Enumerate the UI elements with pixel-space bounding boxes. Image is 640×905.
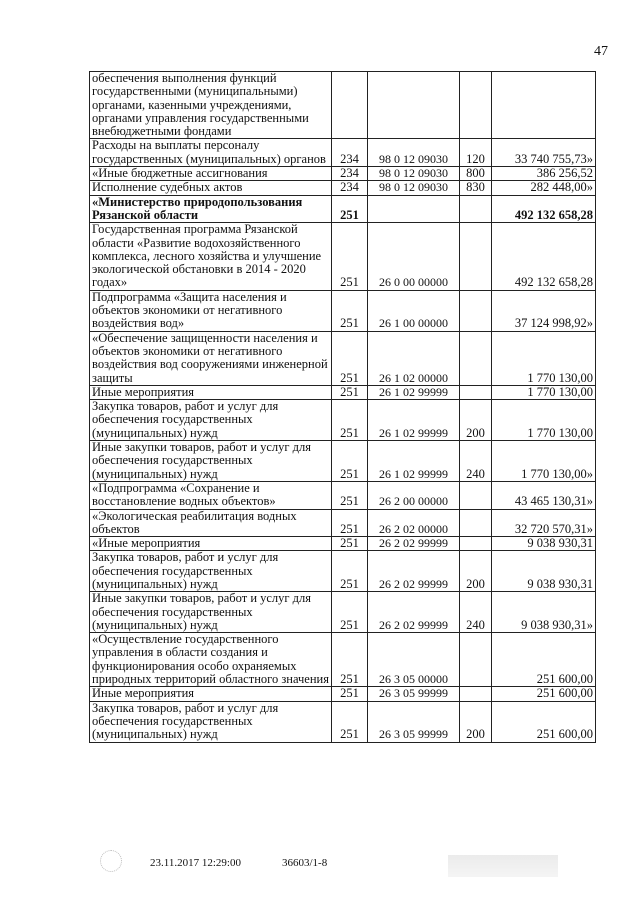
table-row xyxy=(90,509,596,537)
row-admin-code-cell: 234 xyxy=(332,167,368,181)
row-admin-code-cell: 251 xyxy=(332,481,368,509)
footer-doc-number: 36603/1-8 xyxy=(282,857,328,869)
row-name-cell: Подпрограмма «Защита населения и объектов экономики от негативного воздействия вод» xyxy=(90,290,332,331)
row-amount-cell: 9 038 930,31 xyxy=(492,537,596,551)
row-name-cell: Закупка товаров, работ и услуг для обеспечения государственных (муниципальных) нужд xyxy=(90,551,332,592)
row-name-cell: «Экологическая реабилитация водных объектов xyxy=(90,509,332,537)
row-admin-code-cell: 251 xyxy=(332,331,368,385)
row-admin-code-cell: 251 xyxy=(332,537,368,551)
row-name-cell: Иные мероприятия xyxy=(90,687,332,701)
row-target-article-cell xyxy=(368,72,460,139)
row-target-article-cell: 98 0 12 09030 xyxy=(368,181,460,195)
row-admin-code-cell: 234 xyxy=(332,139,368,167)
table-row xyxy=(90,331,596,385)
row-admin-code-cell: 251 xyxy=(332,701,368,742)
table-row xyxy=(90,181,596,195)
table-row xyxy=(90,701,596,742)
footer-stamp xyxy=(448,855,558,877)
row-target-article-cell: 26 2 02 00000 xyxy=(368,509,460,537)
row-amount-cell: 9 038 930,31 xyxy=(492,551,596,592)
row-amount-cell: 1 770 130,00 xyxy=(492,331,596,385)
row-amount-cell: 32 720 570,31» xyxy=(492,509,596,537)
row-name-cell: обеспечения выполнения функций государственными (муниципальными) органами, казенными учреждениями, органами управления государственными внебюджетными фондами xyxy=(90,72,332,139)
row-admin-code-cell: 251 xyxy=(332,223,368,290)
row-amount-cell: 492 132 658,28 xyxy=(492,223,596,290)
row-amount-cell: 386 256,52 xyxy=(492,167,596,181)
row-admin-code-cell: 251 xyxy=(332,400,368,441)
budget-table xyxy=(89,71,596,743)
row-admin-code-cell: 251 xyxy=(332,551,368,592)
row-expense-type-cell xyxy=(460,687,492,701)
row-amount-cell: 282 448,00» xyxy=(492,181,596,195)
page-number: 47 xyxy=(594,44,608,59)
row-name-cell: Закупка товаров, работ и услуг для обеспечения государственных (муниципальных) нужд xyxy=(90,701,332,742)
row-amount-cell: 9 038 930,31» xyxy=(492,592,596,633)
row-expense-type-cell: 200 xyxy=(460,551,492,592)
row-target-article-cell: 26 2 00 00000 xyxy=(368,481,460,509)
row-expense-type-cell xyxy=(460,72,492,139)
row-target-article-cell: 26 2 02 99999 xyxy=(368,551,460,592)
row-expense-type-cell: 240 xyxy=(460,441,492,482)
table-row xyxy=(90,385,596,399)
row-admin-code-cell: 251 xyxy=(332,509,368,537)
row-amount-cell: 1 770 130,00 xyxy=(492,400,596,441)
row-admin-code-cell: 251 xyxy=(332,592,368,633)
row-admin-code-cell: 251 xyxy=(332,633,368,687)
row-name-cell: «Иные мероприятия xyxy=(90,537,332,551)
row-name-cell: «Обеспечение защищенности населения и объектов экономики от негативного воздействия вод сооружениями инженерной защиты xyxy=(90,331,332,385)
row-target-article-cell: 98 0 12 09030 xyxy=(368,139,460,167)
row-expense-type-cell xyxy=(460,537,492,551)
row-expense-type-cell: 120 xyxy=(460,139,492,167)
row-target-article-cell: 26 1 02 99999 xyxy=(368,441,460,482)
row-admin-code-cell: 251 xyxy=(332,290,368,331)
row-target-article-cell: 26 3 05 00000 xyxy=(368,633,460,687)
row-name-cell: «Иные бюджетные ассигнования xyxy=(90,167,332,181)
row-admin-code-cell: 251 xyxy=(332,195,368,223)
row-amount-cell: 1 770 130,00» xyxy=(492,441,596,482)
row-admin-code-cell xyxy=(332,72,368,139)
row-name-cell: Исполнение судебных актов xyxy=(90,181,332,195)
row-target-article-cell: 26 2 02 99999 xyxy=(368,592,460,633)
row-name-cell: «Осуществление государственного управления в области создания и функционирования особо охраняемых природных территорий областного значения xyxy=(90,633,332,687)
row-name-cell: «Подпрограмма «Сохранение и восстановление водных объектов» xyxy=(90,481,332,509)
table-row xyxy=(90,633,596,687)
row-target-article-cell xyxy=(368,195,460,223)
row-target-article-cell: 98 0 12 09030 xyxy=(368,167,460,181)
row-target-article-cell: 26 0 00 00000 xyxy=(368,223,460,290)
row-amount-cell: 33 740 755,73» xyxy=(492,139,596,167)
row-amount-cell: 251 600,00 xyxy=(492,633,596,687)
row-expense-type-cell xyxy=(460,223,492,290)
row-amount-cell: 1 770 130,00 xyxy=(492,385,596,399)
row-target-article-cell: 26 3 05 99999 xyxy=(368,701,460,742)
table-row xyxy=(90,139,596,167)
table-body xyxy=(90,72,596,743)
row-name-cell: Иные закупки товаров, работ и услуг для обеспечения государственных (муниципальных) нужд xyxy=(90,592,332,633)
row-expense-type-cell: 830 xyxy=(460,181,492,195)
row-amount-cell: 251 600,00 xyxy=(492,701,596,742)
footer-logo-icon xyxy=(100,850,122,872)
row-target-article-cell: 26 3 05 99999 xyxy=(368,687,460,701)
row-name-cell: Иные закупки товаров, работ и услуг для обеспечения государственных (муниципальных) нужд xyxy=(90,441,332,482)
table-row xyxy=(90,481,596,509)
row-name-cell: Закупка товаров, работ и услуг для обеспечения государственных (муниципальных) нужд xyxy=(90,400,332,441)
row-amount-cell: 37 124 998,92» xyxy=(492,290,596,331)
row-expense-type-cell: 200 xyxy=(460,701,492,742)
row-admin-code-cell: 251 xyxy=(332,687,368,701)
table-row xyxy=(90,400,596,441)
table-row xyxy=(90,537,596,551)
row-expense-type-cell xyxy=(460,290,492,331)
row-expense-type-cell: 200 xyxy=(460,400,492,441)
row-target-article-cell: 26 1 02 99999 xyxy=(368,400,460,441)
row-expense-type-cell xyxy=(460,633,492,687)
row-name-cell: Расходы на выплаты персоналу государственных (муниципальных) органов xyxy=(90,139,332,167)
footer-date: 23.11.2017 12:29:00 xyxy=(150,857,241,869)
row-expense-type-cell xyxy=(460,385,492,399)
row-name-cell: Государственная программа Рязанской области «Развитие водохозяйственного комплекса, лесного хозяйства и улучшение экологической обстановки в 2014 - 2020 годах» xyxy=(90,223,332,290)
row-expense-type-cell xyxy=(460,331,492,385)
row-expense-type-cell: 240 xyxy=(460,592,492,633)
row-name-cell: «Министерство природопользования Рязанской области xyxy=(90,195,332,223)
table-row xyxy=(90,592,596,633)
row-expense-type-cell xyxy=(460,481,492,509)
row-target-article-cell: 26 1 02 00000 xyxy=(368,331,460,385)
table-row xyxy=(90,441,596,482)
row-expense-type-cell: 800 xyxy=(460,167,492,181)
row-amount-cell: 251 600,00 xyxy=(492,687,596,701)
row-admin-code-cell: 251 xyxy=(332,441,368,482)
row-target-article-cell: 26 1 00 00000 xyxy=(368,290,460,331)
row-amount-cell xyxy=(492,72,596,139)
row-expense-type-cell xyxy=(460,195,492,223)
row-amount-cell: 43 465 130,31» xyxy=(492,481,596,509)
row-expense-type-cell xyxy=(460,509,492,537)
row-amount-cell: 492 132 658,28 xyxy=(492,195,596,223)
row-admin-code-cell: 251 xyxy=(332,385,368,399)
table-row xyxy=(90,223,596,290)
table-row xyxy=(90,167,596,181)
table-row xyxy=(90,290,596,331)
row-target-article-cell: 26 2 02 99999 xyxy=(368,537,460,551)
row-admin-code-cell: 234 xyxy=(332,181,368,195)
table-row xyxy=(90,72,596,139)
row-name-cell: Иные мероприятия xyxy=(90,385,332,399)
table-row xyxy=(90,195,596,223)
table-row xyxy=(90,551,596,592)
table-row xyxy=(90,687,596,701)
row-target-article-cell: 26 1 02 99999 xyxy=(368,385,460,399)
